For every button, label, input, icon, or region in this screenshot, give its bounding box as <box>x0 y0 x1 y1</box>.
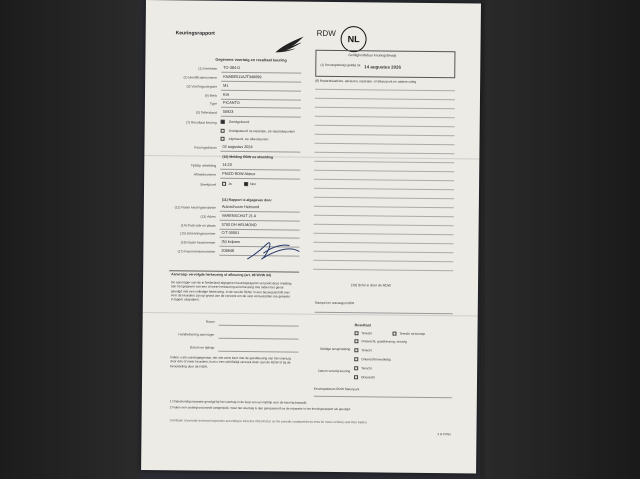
rdw-bottom-label: Keuringsdatum RDW Steunpunt <box>313 386 360 392</box>
ruled-line <box>313 242 453 244</box>
ruled-line <box>315 125 455 127</box>
resultaat-checkbox <box>354 366 358 370</box>
field-label: (5) Tellerstand <box>195 110 217 115</box>
result-label: (7) Resultaat keuring <box>186 120 217 125</box>
ruled-line <box>314 152 454 154</box>
vervolg-label: Datum en tijdstip <box>189 345 215 350</box>
resultaat-option: Terecht na beroep <box>399 331 426 336</box>
resultaat-checkbox <box>354 348 358 352</box>
steekproef-no: Nee <box>250 182 257 187</box>
field-value: 50923 <box>222 109 234 114</box>
ruled-line <box>315 89 455 91</box>
footnote: 1 Ondeskundig reparatie gevolgd bij het voertuig in de loop van een tijdstip voor de keuring bepaald. <box>169 399 308 405</box>
ruled-line <box>315 116 455 118</box>
validity-label: Geldigheidsduur keuringsbewijs <box>348 53 397 58</box>
resultaat-option: Onterecht/onvolledig <box>361 357 391 362</box>
field-value: TO-384-D <box>223 65 241 70</box>
melding-number-label: Afmeldnummer <box>193 172 217 177</box>
resultaat-option: Terecht <box>361 366 372 371</box>
field-line <box>221 107 301 109</box>
ruled-line <box>314 161 454 163</box>
vervolg-header: Aanvraag- vervolgde herkeuring of afkeuring (art. 98 WVW 94) <box>171 272 272 278</box>
repairs-header: (8) Reparatieadvies, adviezen, reparatie- of afkeurpunt en nadere uitleg <box>315 78 417 84</box>
ruled-line <box>314 170 454 172</box>
result-option: Goedgekeurd <box>228 119 250 125</box>
validity-sublabel: (1) Keuringsbewijs geldig tot <box>320 62 361 68</box>
resultaat-checkbox <box>355 331 359 335</box>
inspection-date: 02 augustus 2024 <box>222 144 253 150</box>
ruled-line <box>314 206 454 208</box>
melding-time: 14:23 <box>222 162 232 167</box>
steekproef-label: Steekproef <box>200 182 217 187</box>
field-label: (4) Merk <box>204 93 218 98</box>
result-option: Afgekeurd, zie afkeurpunten <box>228 136 269 142</box>
melding-time-label: Tijdstip afmelding <box>190 163 217 168</box>
ruled-line <box>314 215 454 217</box>
field-line <box>219 325 299 327</box>
resultaat-checkbox <box>354 339 358 343</box>
rdw-logo-text: RDW <box>316 28 336 38</box>
vervolg-paragraph: De aanvrager van de in Nederland afgegeven keuringsrapport verzoekt deze melding aan het gegeven van een of meer herkeuring en/of keuring met indien het geval gevolgd met een volledige herkeuring. In de wet de RDW, in een bezwaarschrift met voor de keurders zijn op grond van de verzoek om de vast voorwaarden toe gestrekt in lagere uitspraken. <box>170 280 292 302</box>
validity-date: 14 augustus 2026 <box>364 64 401 70</box>
field-value: PICANTO <box>222 100 240 105</box>
keurder-value: VARENSCHUT 21 A <box>221 213 257 219</box>
vervolg-label: Naam <box>205 319 215 324</box>
footnote: 2 Indien een ondergrond wordt vastgesteld, moet het voertuig is dan gerepareerd na de reparatie in het keuringsrapport als gevolgd. <box>169 405 351 412</box>
steekproef-yes: Ja <box>228 181 232 186</box>
keurder-label: (12) Naam keuringsinstantie <box>174 205 216 210</box>
field-line <box>220 151 300 153</box>
resultaat-checkbox <box>354 375 358 379</box>
herkeur-item: Geldige terugmelding <box>320 346 351 352</box>
ruled-line <box>315 134 455 136</box>
ruled-line <box>313 269 453 271</box>
result-checkbox-checked <box>221 120 225 124</box>
result-checkbox <box>221 137 225 141</box>
background-right <box>485 0 640 479</box>
keurder-label: (16) Naam keurmeester <box>180 240 216 245</box>
keurder-value: (N) kclpam <box>221 239 240 244</box>
field-value: KNABE511AJT346699 <box>223 74 262 80</box>
signature-icon <box>243 233 303 266</box>
ruled-line <box>314 233 454 235</box>
field-line <box>221 81 301 83</box>
field-label: Type <box>209 101 217 106</box>
resultaat-checkbox <box>354 357 358 361</box>
section-divider <box>314 396 452 398</box>
field-label: (2) Identificatienummer <box>183 75 218 80</box>
field-label: (1) Kenteken <box>198 66 218 71</box>
field-line <box>221 72 301 74</box>
document-title: Keuringsrapport <box>175 30 215 37</box>
resultaat-option: Terecht <box>361 331 372 336</box>
resultaat-checkbox <box>392 332 396 336</box>
ruled-line <box>314 197 454 199</box>
herkeur-item: Stempel en ontvangst RDW <box>314 300 355 306</box>
field-line <box>221 90 301 92</box>
keurder-value: C/T 00001 <box>221 230 240 235</box>
keurder-value: 5705 DH HELMOND <box>221 222 257 228</box>
herkeur-header: (19) Sche in door de RDW <box>351 283 391 288</box>
ruled-line <box>313 260 453 262</box>
field-value: KIA <box>222 92 230 97</box>
melding-number: PNIZD RDW Aktrux <box>222 171 256 177</box>
field-label: (3) Voertuigcategorie <box>186 84 218 89</box>
keurder-header: (11) Rapport is afgegeven door <box>221 197 272 203</box>
herkeur-item: Datum vervolg keuring <box>318 368 351 374</box>
keurder-value: 208648 <box>221 248 235 253</box>
resultaat-option: Onterecht <box>361 375 376 380</box>
ruled-line <box>315 107 455 109</box>
keurder-label: (15) Erkenningsnummer <box>180 231 216 236</box>
date-label: Keuringsdatum <box>194 145 217 150</box>
result-option: Goedgekeurd na reparatie, zie reparatiepunten <box>228 128 295 134</box>
document-code: 2 B 0701e <box>437 432 452 437</box>
field-line <box>218 338 298 340</box>
validity-box <box>315 50 455 78</box>
keurder-label: (13) Adres <box>200 214 216 219</box>
steekproef-yes-checkbox <box>222 182 226 186</box>
keurder-value: Autoschoom Helmond <box>221 204 260 210</box>
ruled-line <box>314 224 454 226</box>
resultaat-option: Onterecht, goedkeuring, vervolg <box>361 339 407 344</box>
nl-badge: NL <box>340 26 366 52</box>
field-line <box>220 178 300 180</box>
field-line <box>218 351 298 353</box>
background-left <box>0 0 148 479</box>
field-value: M1 <box>223 83 229 88</box>
vervolg-label: Handtekening aanvrager <box>178 332 215 337</box>
field-line <box>221 116 301 118</box>
field-line <box>220 169 300 171</box>
rdw-logo-icon <box>273 34 305 54</box>
resultaat-option: Terecht <box>361 348 372 353</box>
left-bottom-paragraph: Indien u als voertuigeigenaar, het niet eens bent met de goedkeuring van het voertuig door één of meer keurders, kunt u een schriftelijk verzoek doen aan de RDW of bij de beoordeling door de RDW. <box>170 355 291 369</box>
resultaat-header: Resultaat <box>354 323 371 328</box>
ruled-line <box>315 98 455 100</box>
ruled-line <box>315 143 455 145</box>
field-line <box>220 220 300 222</box>
field-line <box>220 211 300 213</box>
steekproef-no-checkbox-checked <box>244 182 248 186</box>
ruled-line <box>313 251 453 253</box>
ruled-line <box>314 188 454 190</box>
document-subtitle: Gegevens voertuig en resultaat keuring <box>215 57 287 63</box>
keurder-label: (17) Keurmeesternummer <box>177 249 216 254</box>
inspection-report-document <box>141 0 481 473</box>
result-checkbox <box>221 129 225 133</box>
melding-header: (10) Melding RDW na afmelding <box>222 154 274 160</box>
fold-line <box>144 155 479 160</box>
keurder-label: (14) Postcode en plaats <box>180 223 216 228</box>
ruled-line <box>314 179 454 181</box>
footer-text: Certificate of periodic technical inspection according to Directive 2014/45/EU on the periodic roadworthiness tests for motor vehicles and their trailers <box>169 418 367 425</box>
